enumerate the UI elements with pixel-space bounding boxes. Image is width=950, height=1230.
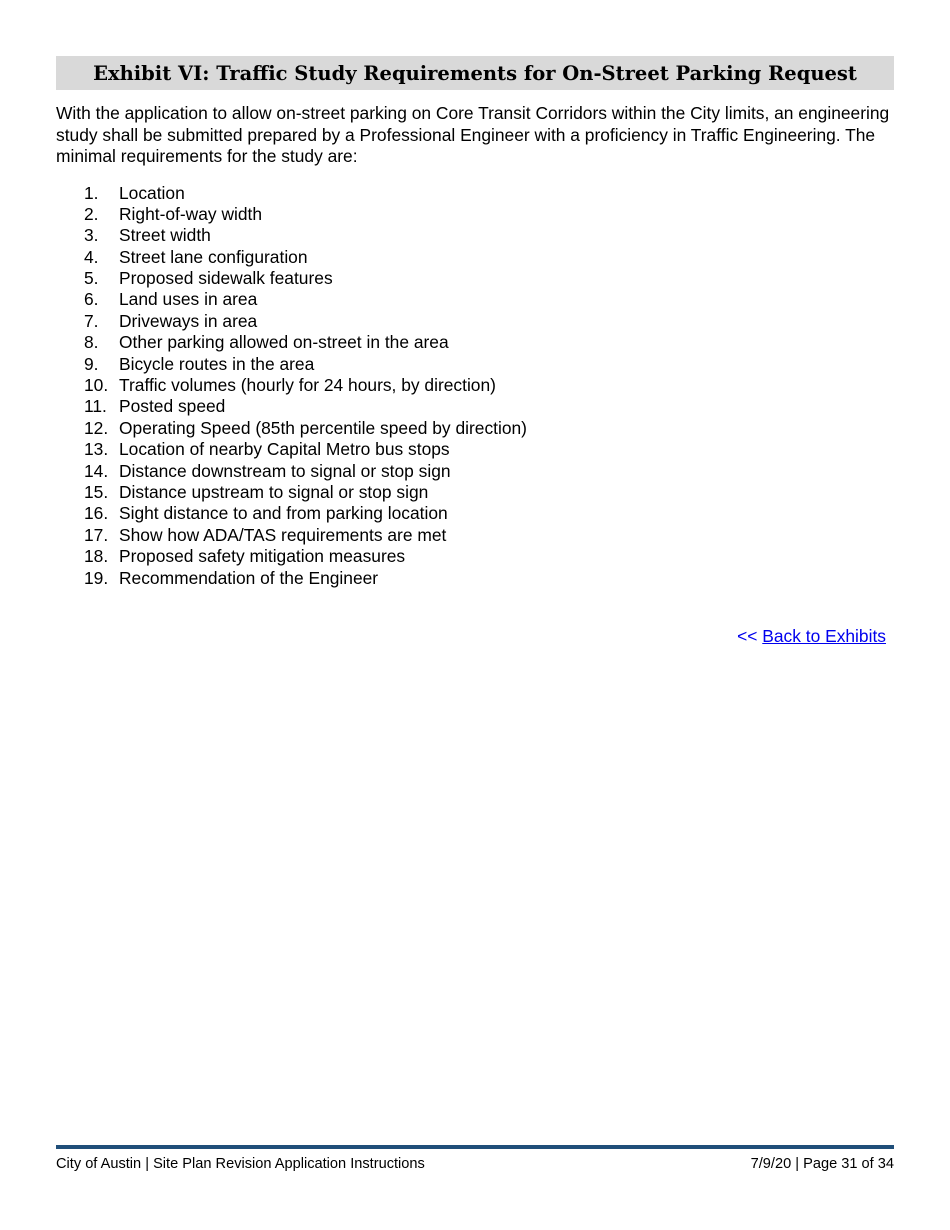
- footer-left-text: City of Austin | Site Plan Revision Application Instructions: [56, 1156, 425, 1172]
- list-item-text: Location of nearby Capital Metro bus stops: [119, 439, 450, 460]
- list-item: [56, 268, 894, 289]
- list-item-text: Traffic volumes (hourly for 24 hours, by direction): [119, 375, 496, 396]
- list-item-number: 6.: [84, 289, 99, 310]
- list-item: [56, 247, 894, 268]
- list-item-number: 12.: [84, 417, 109, 438]
- list-item-number: 9.: [84, 353, 99, 374]
- list-item-text: Bicycle routes in the area: [119, 353, 315, 374]
- list-item-text: Proposed sidewalk features: [119, 268, 333, 289]
- list-item-text: Other parking allowed on-street in the area: [119, 332, 449, 353]
- list-item-text: Sight distance to and from parking location: [119, 503, 448, 524]
- list-item-number: 16.: [84, 503, 109, 524]
- list-item: [56, 503, 894, 524]
- list-item: [56, 482, 894, 503]
- list-item: [56, 183, 894, 204]
- list-item-text: Street lane configuration: [119, 246, 308, 267]
- list-item-text: Right-of-way width: [119, 203, 263, 224]
- list-item-text: Distance downstream to signal or stop sign: [119, 460, 451, 481]
- list-item-text: Posted speed: [119, 396, 226, 417]
- list-item-text: Driveways in area: [119, 310, 258, 331]
- list-item: [56, 311, 894, 332]
- page-title: Exhibit VI: Traffic Study Requirements for On-Street Parking Request: [93, 61, 857, 85]
- list-item: [56, 354, 894, 375]
- back-to-exhibits-link[interactable]: Back to Exhibits: [762, 626, 886, 646]
- list-item: [56, 546, 894, 567]
- list-item-number: 18.: [84, 546, 109, 567]
- list-item-text: Show how ADA/TAS requirements are met: [119, 524, 447, 545]
- list-item-text: Location: [119, 182, 185, 203]
- list-item-text: Proposed safety mitigation measures: [119, 546, 406, 567]
- list-item: [56, 396, 894, 417]
- list-item: [56, 439, 894, 460]
- list-item-number: 8.: [84, 332, 99, 353]
- list-item: [56, 418, 894, 439]
- list-item-number: 19.: [84, 567, 109, 588]
- list-item-number: 17.: [84, 524, 109, 545]
- page-content: [56, 56, 894, 589]
- list-item-number: 11.: [84, 396, 107, 417]
- list-item-number: 4.: [84, 246, 99, 267]
- list-item: [56, 289, 894, 310]
- list-item: [56, 525, 894, 546]
- list-item-text: Operating Speed (85th percentile speed by direction): [119, 417, 527, 438]
- list-item-number: 2.: [84, 203, 99, 224]
- footer-page-info: 7/9/20 | Page 31 of 34: [750, 1156, 894, 1172]
- list-item-number: 15.: [84, 481, 109, 502]
- list-item: [56, 375, 894, 396]
- list-item-number: 1.: [84, 182, 99, 203]
- requirements-list: [56, 183, 894, 589]
- title-bar: [56, 56, 894, 90]
- back-link-prefix: <<: [737, 626, 758, 646]
- footer-divider: [56, 1145, 894, 1149]
- list-item-number: 13.: [84, 439, 109, 460]
- list-item-number: 5.: [84, 268, 99, 289]
- list-item-text: Land uses in area: [119, 289, 258, 310]
- list-item: [56, 225, 894, 246]
- list-item-text: Recommendation of the Engineer: [119, 567, 379, 588]
- list-item-number: 3.: [84, 225, 99, 246]
- list-item-text: Distance upstream to signal or stop sign: [119, 481, 429, 502]
- list-item-number: 10.: [84, 375, 109, 396]
- intro-paragraph: With the application to allow on-street parking on Core Transit Corridors within the City limits, an engineering study shall be submitted prepared by a Professional Engineer with a proficiency in Traffic Engineering. The minimal requirements for the study are:: [56, 103, 890, 166]
- back-link-row: [737, 626, 886, 647]
- list-item-text: Street width: [119, 225, 211, 246]
- list-item: [56, 204, 894, 225]
- list-item: [56, 568, 894, 589]
- list-item: [56, 461, 894, 482]
- list-item-number: 14.: [84, 460, 109, 481]
- list-item: [56, 332, 894, 353]
- list-item-number: 7.: [84, 310, 99, 331]
